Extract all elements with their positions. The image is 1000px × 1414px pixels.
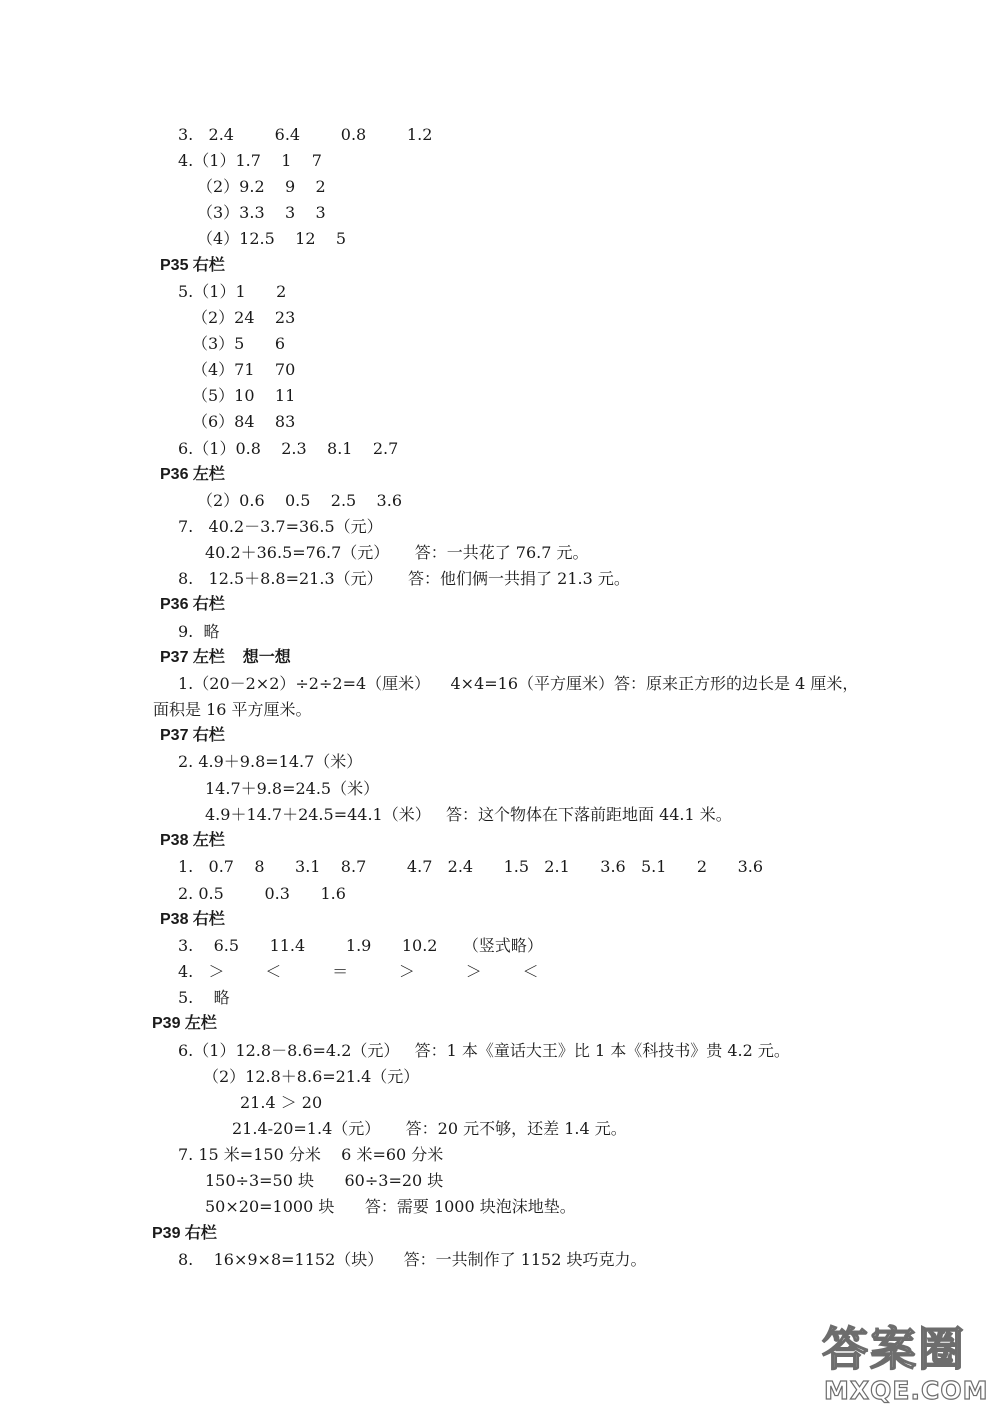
- answer-line-p39-6-2-b: 21.4 ＞ 20: [240, 1093, 323, 1112]
- answer-line-p38-3: 3. 6.5 11.4 1.9 10.2 （竖式略）: [178, 936, 543, 955]
- answer-line-6-1: 6.（1）0.8 2.3 8.1 2.7: [178, 439, 399, 458]
- answer-line-p39-6-2-c: 21.4-20=1.4（元） 答：20 元不够，还差 1.4 元。: [232, 1119, 627, 1138]
- section-header-p38-left: P38 左栏: [160, 832, 225, 849]
- answer-line-p39-8: 8. 16×9×8=1152（块） 答：一共制作了 1152 块巧克力。: [178, 1250, 647, 1269]
- answer-line-5-5: （5）10 11: [192, 386, 296, 405]
- answer-line-4-2: （2）9.2 9 2: [197, 177, 326, 196]
- answer-line-2-b: 14.7＋9.8=24.5（米）: [205, 779, 380, 798]
- answer-line-p39-7-c: 50×20=1000 块 答：需要 1000 块泡沫地垫。: [205, 1197, 576, 1216]
- section-header-p37-left: P37 左栏 想一想: [160, 649, 291, 666]
- answer-line-8: 8. 12.5＋8.8=21.3（元） 答：他们俩一共捐了 21.3 元。: [178, 569, 630, 588]
- section-header-p36-left: P36 左栏: [160, 466, 225, 483]
- answer-line-think-1-b: 面积是 16 平方厘米。: [153, 700, 312, 719]
- watermark-url: MXQE.COM: [824, 1376, 989, 1405]
- watermark-title: 答案圈: [822, 1322, 966, 1376]
- section-header-p37-right: P37 右栏: [160, 727, 225, 744]
- section-header-p36-right: P36 右栏: [160, 596, 225, 613]
- answer-line-5-2: （2）24 23: [192, 308, 296, 327]
- section-header-p38-right: P38 右栏: [160, 911, 225, 928]
- answer-line-7-b: 40.2＋36.5=76.7（元） 答：一共花了 76.7 元。: [205, 543, 589, 562]
- answer-line-2: 2. 4.9＋9.8=14.7（米）: [178, 752, 363, 771]
- answer-line-p38-4: 4. ＞ ＜ ＝ ＞ ＞ ＜: [178, 962, 539, 981]
- answer-line-4-4: （4）12.5 12 5: [197, 229, 347, 248]
- section-header-p39-right: P39 右栏: [152, 1225, 217, 1242]
- answer-line-5-1: 5.（1）1 2: [178, 282, 287, 301]
- section-header-p35-right: P35 右栏: [160, 257, 225, 274]
- answer-line-p39-7-b: 150÷3=50 块 60÷3=20 块: [205, 1171, 444, 1190]
- answer-line-5-4: （4）71 70: [192, 360, 296, 379]
- answer-line-p38-2: 2. 0.5 0.3 1.6: [178, 884, 346, 903]
- answer-line-9: 9. 略: [178, 622, 220, 641]
- answer-line-think-1: 1.（20－2×2）÷2÷2=4（厘米） 4×4=16（平方厘米）答：原来正方形的边长是 4 厘米，: [178, 674, 859, 693]
- answer-line-7: 7. 40.2－3.7=36.5（元）: [178, 517, 383, 536]
- site-watermark-logo: [822, 1322, 992, 1408]
- section-header-p39-left: P39 左栏: [152, 1015, 217, 1032]
- answer-line-5-3: （3）5 6: [192, 334, 286, 353]
- answer-line-3: 3. 2.4 6.4 0.8 1.2: [178, 125, 433, 144]
- answer-line-4-3: （3）3.3 3 3: [197, 203, 326, 222]
- answer-line-p39-7: 7. 15 米=150 分米 6 米=60 分米: [178, 1145, 444, 1164]
- answer-line-p38-5: 5. 略: [178, 988, 230, 1007]
- answer-line-2-c: 4.9＋14.7＋24.5=44.1（米） 答：这个物体在下落前距地面 44.1 米。: [205, 805, 732, 824]
- answer-line-p38-1: 1. 0.7 8 3.1 8.7 4.7 2.4 1.5 2.1 3.6 5.1 2 3.6: [178, 857, 764, 876]
- answer-line-p39-6-1: 6.（1）12.8－8.6=4.2（元） 答：1 本《童话大王》比 1 本《科技书》贵 4.2 元。: [178, 1041, 790, 1060]
- answer-line-p39-6-2: （2）12.8＋8.6=21.4（元）: [203, 1067, 420, 1086]
- answer-line-4-1: 4.（1）1.7 1 7: [178, 151, 322, 170]
- answer-line-5-6: （6）84 83: [192, 412, 296, 431]
- answer-line-6-2: （2）0.6 0.5 2.5 3.6: [197, 491, 402, 510]
